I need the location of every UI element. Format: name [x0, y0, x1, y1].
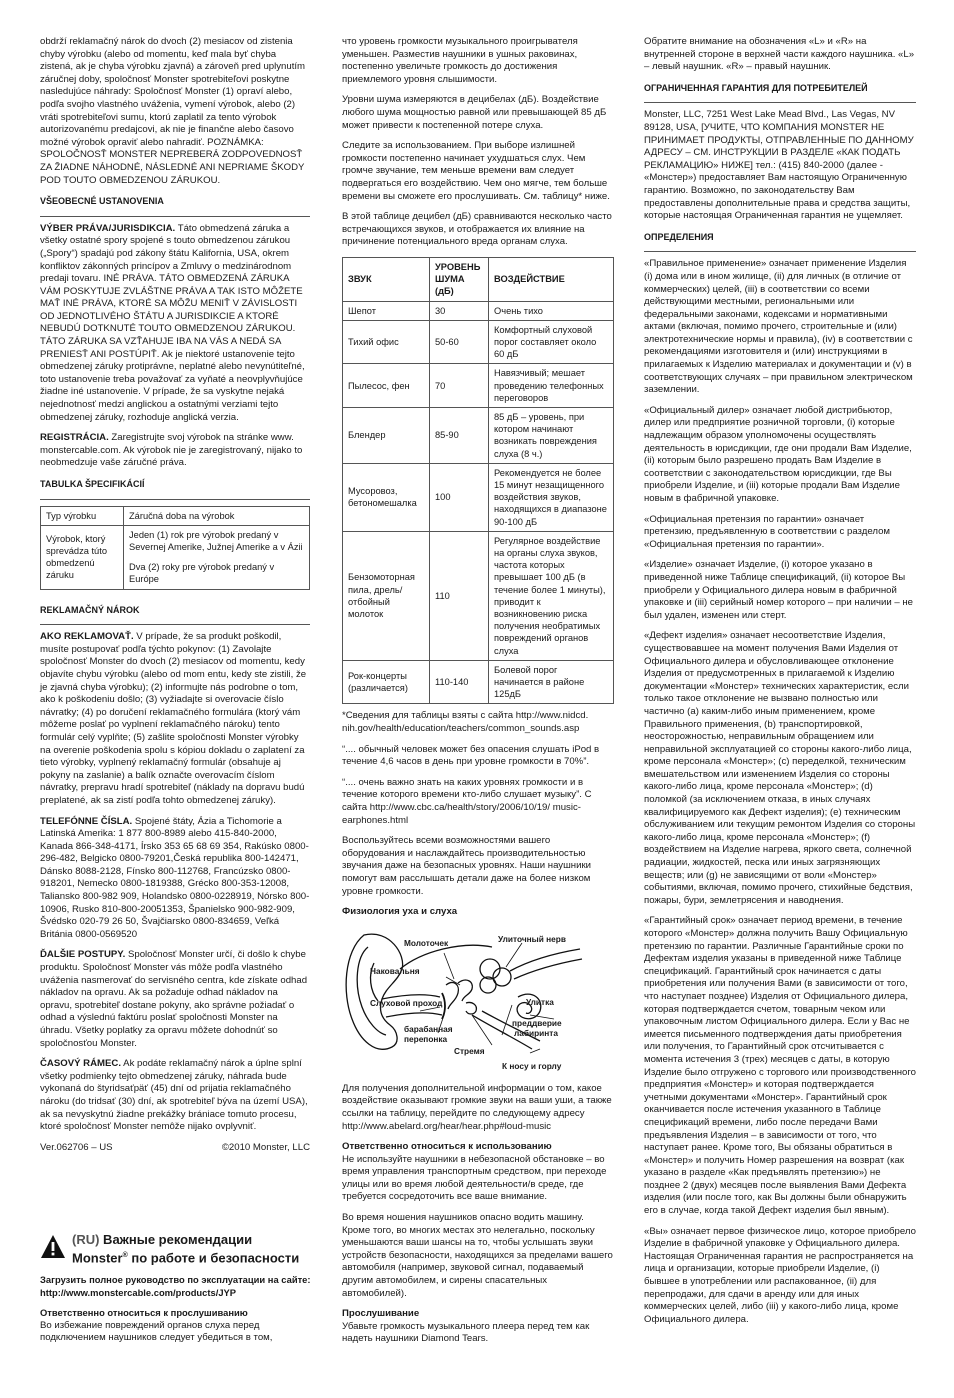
- paragraph: «Официальная претензия по гарантии» означает претензию, предъявленную в соответствии с разделом «Официальная претензия по гарантии».: [644, 513, 890, 550]
- lead-in: TELEFÓNNE ČÍSLA.: [40, 815, 133, 827]
- section-heading: Ответственно относиться к использованию: [342, 1141, 552, 1153]
- paragraph-text: Ak podáte reklamačný nárok a úplne splní všetky podmienky tejto obmedzenej záruky, náhrada bude vykonaná do štyridsaťpäť (45) dní od prijatia reklamačného nároku (do tridsať (30) dní, ak spotrebiteľ býva na území USA), ak sa nevyskytnú žiadne prekážky brániace tomuto procesu, ktoré spoločnosť Monster nemôže nijako ovplyvniť.: [40, 1058, 308, 1133]
- paragraph: В этой таблице децибел (дБ) сравниваются несколько часто встречающихся звуков, и отображается их влияние на причинение потенциального вреда органам слуха.: [342, 211, 612, 248]
- divider: [40, 499, 310, 500]
- noise-table: [342, 257, 614, 705]
- cell-line: Dva (2) roky pre výrobok predaný v Európe: [129, 562, 275, 585]
- quote: “.... обычный человек может без опасения слушать iPod в течение 4,6 часов в день при уровне громкости в 70%”.: [342, 743, 600, 768]
- paragraph-text: Zaregistrujte svoj výrobok na stránke www. monstercable.com. Ak výrobok nie je zaregistrovaný, nijako to neobmedzuje vaše záručné práva.: [40, 432, 303, 469]
- cell-line: Jeden (1) rok pre výrobok predaný v Severnej Amerike, Južnej Amerike a v Ázii: [129, 529, 303, 552]
- paragraph: Следите за использованием. При выборе излишней громкости постепенно начинает ухудшаться слух. Чем громче звучание, тем меньше времени вам следует подвергаться его воздействию. Чем оно мягче, тем больше времени вы сможете его прослушивать. См. таблицу* ниже.: [342, 140, 610, 202]
- paragraph: Обратите внимание на обозначения «L» и «R» на внутренней стороне в верхней части каждого наушника. «L» – левый наушник. «R» – правый наушник.: [644, 36, 915, 73]
- title-text: Важные рекомендации: [99, 1232, 253, 1247]
- divider: [644, 251, 916, 252]
- registered-mark: ®: [122, 1252, 128, 1259]
- paragraph: Во время ношения наушников опасно водить машину. Кроме того, во многих местах это нелегально, поскольку уменьшаются ваши шансы на то, чтобы услышать звуки устройств безопасности, находящихся за пределами вашего автомобиля (например, звуковой сигнал, подаваемый другим автомобилем, и сирены спасательных автомобилей).: [342, 1212, 613, 1299]
- table-row: [343, 320, 614, 364]
- paragraph: «Правильное применение» означает применение Изделия (i) дома или в ином жилище, (ii) для личных (в отличие от коммерческих) целей, (iii) в соответствии со всеми действующими местными, региональными или федеральными законами, кодексами и нормативными актами (включая, помимо прочего, строительные и (или) электротехнические нормы и правила), (iv) в соответствии с рекомендациями изготовителя и (или) инструкциями в прилагаемых к Изделию материалах и документации и (v) в соответствующих случаях – при правильном электрическом заземлении.: [644, 258, 913, 396]
- label-stirrup: Стремя: [454, 1045, 485, 1056]
- table-row: [343, 660, 614, 704]
- table-cell: Typ výrobku: [41, 506, 124, 525]
- paragraph-text: V prípade, že sa produkt poškodil, musíte postupovať podľa týchto pokynov: (1) Zavolajte spoločnosť Monster do dvoch (2) mesiacov od momentu, kedy objavíte chybu výrobku (alebo od mom entu, kedy ste zistili, že je zjavná chyba výrobku); (2) informujte nás podrobne o tom, ako k poškodeniu došlo; (3) vyžiadajte si overovacie číslo návratky; (4) po doručení reklamačného formulára (ktorý vám môžeme poslať po vyplnení reklamačného nároku) tento formulár celý vyplňte; (5) zašlite spoločnosti Monster výrobky na overenie poškodenia spolu s kópiou dokladu o zaplatení za tieto výrobky, vyplnený reklamačný formulár (obsahuje aj pokyny na zaslanie) a balík označte overovacím číslom návratky, prepravu hradí spotrebiteľ (náklady na dopravu budú preplatené, ak sa zistí podľa tohto obmedzenej záruky).: [40, 631, 307, 806]
- table-cell: Рок-концерты (различается): [343, 660, 430, 704]
- table-cell: Пылесос, фен: [343, 364, 430, 408]
- table-cell: 30: [430, 301, 489, 320]
- divider: [40, 216, 310, 217]
- label-vestibule-1: преддверие: [512, 1017, 562, 1028]
- table-cell: Навязчивый; мешает проведению телефонных переговоров: [489, 364, 614, 408]
- section-heading: ОПРЕДЕЛЕНИЯ: [644, 231, 714, 242]
- column-header: ВОЗДЕЙСТВИЕ: [489, 257, 614, 301]
- table-row: [41, 525, 310, 589]
- table-cell: Рекомендуется не более 15 минут незащищенного воздействия звуков, находящихся в диапазоне 90-100 дБ: [489, 463, 614, 531]
- paragraph: «Изделие» означает Изделие, (i) которое указано в приведенной ниже Таблице спецификаций, (ii) которое Вы приобрели у Официального дилера новым в фабричной упаковке и (iii) серийный номер которого – при наличии – не был удален, изменен или стерт.: [644, 559, 913, 621]
- table-cell: Комфортный слуховой порог составляет около 60 дБ: [489, 320, 614, 364]
- paragraph: [40, 432, 310, 470]
- table-cell: 85 дБ – уровень, при котором начинают возникать повреждения слуха (8 ч.): [489, 407, 614, 463]
- paragraph: [40, 1058, 310, 1134]
- paragraph: Воспользуйтесь всеми возможностями вашего оборудования и наслаждайтесь производительностью звучания даже на безопасных уровнях. Наши наушники помогут вам расслышать детали даже на более низком уровне громкости.: [342, 835, 592, 897]
- paragraph: «Гарантийный срок» означает период времени, в течение которого «Монстер» должна получить Вашу Официальную претензию по гарантии. Различные Гарантийные сроки по Дефектам изделия указаны в приведенной ниже Таблице спецификаций. Гарантийный срок начинается с даты приобретения или получения Вами (в зависимости от того, что наступает позднее) Изделия от Официального дилера, которая подтверждается счетом, товарным чеком или упаковочным листом Официального дилера. Если у Вас не имеется письменного подтверждения даты приобретения или получения, то Гарантийный срок отсчитывается с момента истечения 3 (трех) месяцев с даты, в которую Изделие было отгружено с торгового или производственного предприятия «Монстер» и которая подтверждается учетными документами «Монстер». Гарантийный срок оканчивается после истечения указанного в Таблице спецификаций времени, либо после передачи Вами предъявления Изделия – в зависимости от того, что наступает ранее. Кроме того, Вы обязаны обратиться в «Монстер» и получить Номер разрешения на возврат (как указано в разделе «Как предъявлять претензию») не позднее 2 (двух) месяцев после выявления Вами Дефекта изделия (или после того, как Вы должны были обнаружить его в случае, когда такой Дефект изделия был явным).: [644, 915, 917, 1217]
- divider: [644, 102, 916, 103]
- language-code: (RU): [72, 1232, 100, 1247]
- table-row: [343, 364, 614, 408]
- lead-in: VÝBER PRÁVA/JURISDIKCIA.: [40, 222, 176, 234]
- section-heading: Физиология уха и слуха: [342, 906, 458, 918]
- label-malleus: Молоточек: [404, 937, 449, 948]
- table-cell: 50-60: [430, 320, 489, 364]
- footnote: *Сведения для таблицы взяты с сайта http://www.nidcd. nih.gov/health/education/teachers/common_sounds.asp: [342, 710, 589, 734]
- column-header: УРОВЕНЬ ШУМА (дБ): [430, 257, 489, 301]
- lead-in: REGISTRÁCIA.: [40, 432, 109, 444]
- paragraph: Во избежание повреждений органов слуха перед подключением наушников следует убедиться в том,: [40, 1319, 273, 1344]
- label-nose-throat: К носу и горлу: [502, 1060, 562, 1071]
- divider: [40, 624, 310, 625]
- section-heading: REKLAMAČNÝ NÁROK: [40, 604, 140, 615]
- paragraph-text: Spojené štáty, Ázia a Tichomorie a Latinská Amerika: 1 877 800-8989 alebo 415-840-2000, Kanada 866-348-4171, Írsko 353 65 68 69 354, Rakúsko 0800-296-482, Belgicko 0800-79201,Česká republika 800-142471, Dánsko 8088-2128, Fínsko 800-112768, Francúzsko 0800-918201, Nemecko 0800-1819388, Grécko 800-353-12008, Taliansko 800-982 909, Holandsko 0800-0228919, Nórsko 800-10906, Rusko 810-800-20051353, Španielsko 900-982-909, Švédsko 020-79 26 50, Švajčiarsko 0800-834659, Veľká Británia 0800-0569520: [40, 815, 310, 940]
- paragraph: что уровень громкости музыкального проигрывателя уменьшен. Разместив наушники в ушных раковинах, постепенно увеличьте громкость до достижения приемлемого уровня слышимости.: [342, 36, 578, 85]
- ru-heading: [40, 1232, 315, 1266]
- table-row: [343, 301, 614, 320]
- quote: “.... очень важно знать на каких уровнях громкости и в течение которого времени кто-либо слушает музыку”. С сайта http://www.cbc.ca/health/story/2006/10/19/ music-earphones.html: [342, 776, 592, 826]
- copyright-label: ©2010 Monster, LLC: [221, 1141, 310, 1153]
- lead-in: ČASOVÝ RÁMEC.: [40, 1058, 122, 1070]
- table-row: [41, 506, 310, 525]
- version-label: Ver.062706 – US: [40, 1141, 113, 1153]
- column-middle: [342, 36, 614, 1354]
- table-cell: Болевой порог начинается в районе 125дБ: [489, 660, 614, 704]
- paragraph: Не используйте наушники в небезопасной обстановке – во время управления транспортным средством, при переходе улицы или во время любой деятельности/в среде, где требуется сосредоточить все ваше внимание.: [342, 1153, 607, 1203]
- label-eardrum-1: барабанная: [404, 1023, 453, 1034]
- ru-title: [72, 1232, 299, 1266]
- paragraph: [40, 223, 310, 425]
- paragraph-text: Táto obmedzená záruka a všetky ostatné spory spojené s touto obmedzenou zárukou („Spory“) spadajú pod zákony štátu Kalifornia, USA, okrem konfliktov zákonných princípov a Zmluvy o medzinárodnom predaji tovaru. INÉ PRÁVA. TÁTO OBMEDZENÁ ZÁRUKA VÁM POSKYTUJE ZVLÁŠTNE PRÁVA A TAK ISTO MÔŽETE MAŤ INÉ PRÁVA, KTORÉ SA MÔŽU MENIŤ V ZÁVISLOSTI OD JEDNOTLIVÉHO ŠTÁTU A JURISDIKCIE A KTORÉ NEBUDÚ DOTKNUTÉ TOUTO OBMEDZENOU ZÁRUKOU. TÁTO ZÁRUKA SA VZŤAHUJE IBA NA VÁS A NEDÁ SA PRENIESŤ ANI POSTÚPIŤ. Ak je niektoré ustanovenie tejto obmedzenej záruky protiprávne, neplatné alebo nevynútiteľné, toto ustanovenie treba považovať za vyňaté a neovplyvňujúce žiadne iné ustanovenie. V prípade, že sa vyskytne nejaká nejednotnosť medzi anglickou a ostatnými verziami tejto obmedzenej záruky, rozhoduje anglická verzia.: [40, 222, 305, 423]
- table-row: [343, 463, 614, 531]
- paragraph: [40, 631, 310, 807]
- table-cell: Очень тихо: [489, 301, 614, 320]
- table-cell: Výrobok, ktorý sprevádza túto obmedzenú záruku: [41, 525, 124, 589]
- section-heading: VŠEOBECNÉ USTANOVENIA: [40, 196, 164, 207]
- ru-section: [40, 1232, 315, 1353]
- paragraph: Убавьте громкость музыкального плеера перед тем как надеть наушники Diamond Tears.: [342, 1320, 590, 1345]
- lead-in: AKO REKLAMOVAŤ.: [40, 631, 134, 643]
- label-ear-canal: Слуховой проход: [370, 997, 443, 1008]
- paragraph: «Официальный дилер» означает любой дистрибьютор, дилер или предприятие розничной торговли, (i) которые надлежащим образом уполномочены осуществлять деятельность в юрисдикции, где они продали Вам Изделие, (ii) которым было разрешено продать Вам Изделие в соответствии с законодательством юрисдикции, где Вы приобрели Изделие, и (iii) которые продали Вам Изделие новым в фабричной упаковке.: [644, 404, 912, 504]
- paragraph: Для получения дополнительной информации о том, какое воздействие оказывают громкие звуки на ваши уши, а также ссылки на таблицу, перейдите по следующему адресу http://www.abelard.org/hear/hear.php#loud-music: [342, 1082, 612, 1132]
- paragraph: «Дефект изделия» означает несоответствие Изделия, существовавшее на момент получения Вами Изделия от Официального дилера и обусловливающее отклонение Изделия от предусмотренных в прилагаемой к Изделию документации «Монстер» технических характеристик, если только такое отклонение не вызвано полностью или частично (a) каким-либо иным применением, кроме Правильного применения, (b) транспортировкой, неосторожностью, неправильным обращением или неправильной эксплуатацией со стороны какого-либо лица, кроме персонала «Монстер»; (c) переделкой, техническим вмешательством или изменением Изделия со стороны какого-либо лица, кроме персонала «Монстер»; (d) поломкой (за исключением отказа, в иных случаях квалифицируемого как Дефект изделия); (e) техническим обслуживанием или текущим ремонтом Изделия со стороны какого-либо лица, кроме персонала «Монстер»; (f) воздействием на Изделие нагрева, яркого света, солнечной радиации, жидкостей, песка или иных загрязняющих веществ; или (g) не зависящими от воли «Монстер» событиями, включая, помимо прочего, стихийные бедствия, пожары, бури, землетрясения и наводнения.: [644, 630, 916, 906]
- paragraph: [40, 949, 310, 1050]
- label-cochlea: Улитка: [526, 996, 554, 1007]
- lead-in: ĎALŠIE POSTUPY.: [40, 949, 126, 961]
- label-eardrum-2: перепонка: [404, 1033, 448, 1044]
- section-heading: Ответственно относиться к прослушиванию: [40, 1307, 248, 1319]
- label-vestibule-2: лабиринта: [514, 1027, 558, 1038]
- table-row: [343, 407, 614, 463]
- paragraph: «Вы» означает первое физическое лицо, которое приобрело Изделие в фабричной упаковке у Официального дилера. Настоящая Ограниченная гарантия не распространяется на лица и организации, которые приобрели Изделие, (i) бывшее в употреблении или распакованное, (ii) для перепродажи, для сдачи в аренду или для иных коммерческих целей, либо (iii) у какого-либо лица, кроме Официального дилера.: [644, 1225, 916, 1325]
- table-cell: 100: [430, 463, 489, 531]
- section-heading: Прослушивание: [342, 1308, 420, 1320]
- table-cell: Шепот: [343, 301, 430, 320]
- column-header: ЗВУК: [343, 257, 430, 301]
- paragraph: Monster, LLC, 7251 West Lake Mead Blvd., Las Vegas, NV 89128, USA, [УЧИТЕ, ЧТО КОМПАНИЯ MONSTER НЕ ПРИНИМАЕТ ПРОДУКТЫ, ОТПРАВЛЕННЫЕ ПО ДАННОМУ АДРЕСУ – СМ. ИНСТРУКЦИИ В РАЗДЕЛЕ «КАК ПОДАТЬ РЕКЛАМАЦИЮ» НИЖЕ] тел.: (415) 840-2000 (далее - «Монстер») предоставляет Вам настоящую Ограниченную гарантию. Возможно, по законодательству Вам предоставлены дополнительные права и средства защиты, которые настоящая Ограниченная гарантия не ущемляет.: [644, 109, 914, 222]
- table-cell: 70: [430, 364, 489, 408]
- table-cell: 85-90: [430, 407, 489, 463]
- paragraph: [40, 816, 310, 942]
- column-right: [644, 36, 916, 1334]
- table-cell: Тихий офис: [343, 320, 430, 364]
- table-cell: Мусоровоз, бетономешалка: [343, 463, 430, 531]
- ear-diagram: [342, 923, 614, 1073]
- table-row: [343, 531, 614, 660]
- label-anvil: Наковальня: [370, 965, 420, 976]
- table-cell: Регулярное воздействие на органы слуха звуков, частота которых превышает 100 дБ (в течение более 1 минуты), приводит к возникновению риска получения необратимых повреждений органов слуха: [489, 531, 614, 660]
- paragraph: obdrží reklamačný nárok do dvoch (2) mesiacov od zistenia chyby výrobku (alebo od momentu, keď mala byť chyba zistená, ak je chyba výrobku zjavná) a zároveň pred uplynutím záručnej doby, spoločnosť Monster spotrebiteľovi poskytne nasledujúce náhrady: Spoločnosť Monster (1) opraví alebo, podľa svojho vlastného uváženia, vymení výrobok, alebo (2) vráti spotrebiteľovi sumu, ktorú zaplatil za tento výrobok autorizovanému predajcovi, ak nie je finančne alebo časovo možné výrobok opraviť alebo nahradiť. POZNÁMKA: SPOLOČNOSŤ MONSTER NEPREBERÁ ZODPOVEDNOSŤ ZA ŽIADNE NÁHODNÉ, NÁSLEDNÉ ANI NEPRIAME ŠKODY POD TOUTO OBMEDZENOU ZÁRUKOU.: [40, 36, 306, 186]
- table-cell: 110-140: [430, 660, 489, 704]
- column-left: [40, 36, 310, 1154]
- title-text: по работе и безопасности: [127, 1250, 300, 1266]
- table-cell: Záručná doba na výrobok: [124, 506, 310, 525]
- table-cell: Бензомоторная пила, дрель/ отбойный молоток: [343, 531, 430, 660]
- table-cell: Блендер: [343, 407, 430, 463]
- table-header-row: [343, 257, 614, 301]
- download-link[interactable]: Загрузить полное руководство по эксплуатации на сайте: http://www.monstercable.com/products/JYP: [40, 1274, 311, 1298]
- table-cell: 110: [430, 531, 489, 660]
- label-cochlear-nerve: Улиточный нерв: [498, 933, 566, 944]
- paragraph-text: Spoločnosť Monster určí, či došlo k chybe produktu. Spoločnosť Monster vás môže podľa vlastného uváženia nasmerovať do servisného centra, kde získate odhad nákladov na opravu. Ak sa požaduje odhad nákladov na opravu, spotrebiteľ dostane pokyny, ako správne požiadať o odhad a výslednú faktúru poslať spoločnosti Monster na úhradu. Všetky poplatky za opravu môžete dohodnúť so spoločnosťou Monster.: [40, 949, 308, 1049]
- spec-table: [40, 506, 310, 590]
- version-footer: [40, 1142, 310, 1155]
- title-brand: Monster: [72, 1250, 123, 1266]
- section-heading: ОГРАНИЧЕННАЯ ГАРАНТИЯ ДЛЯ ПОТРЕБИТЕЛЕЙ: [644, 82, 868, 93]
- table-cell: [124, 525, 310, 589]
- paragraph: Уровни шума измеряются в децибелах (дБ). Воздействие любого шума мощностью равной или превышающей 85 дБ может привести к постепенной потере слуха.: [342, 94, 607, 131]
- section-heading: TABULKA ŠPECIFIKÁCIÍ: [40, 479, 145, 489]
- warning-icon: [40, 1234, 66, 1260]
